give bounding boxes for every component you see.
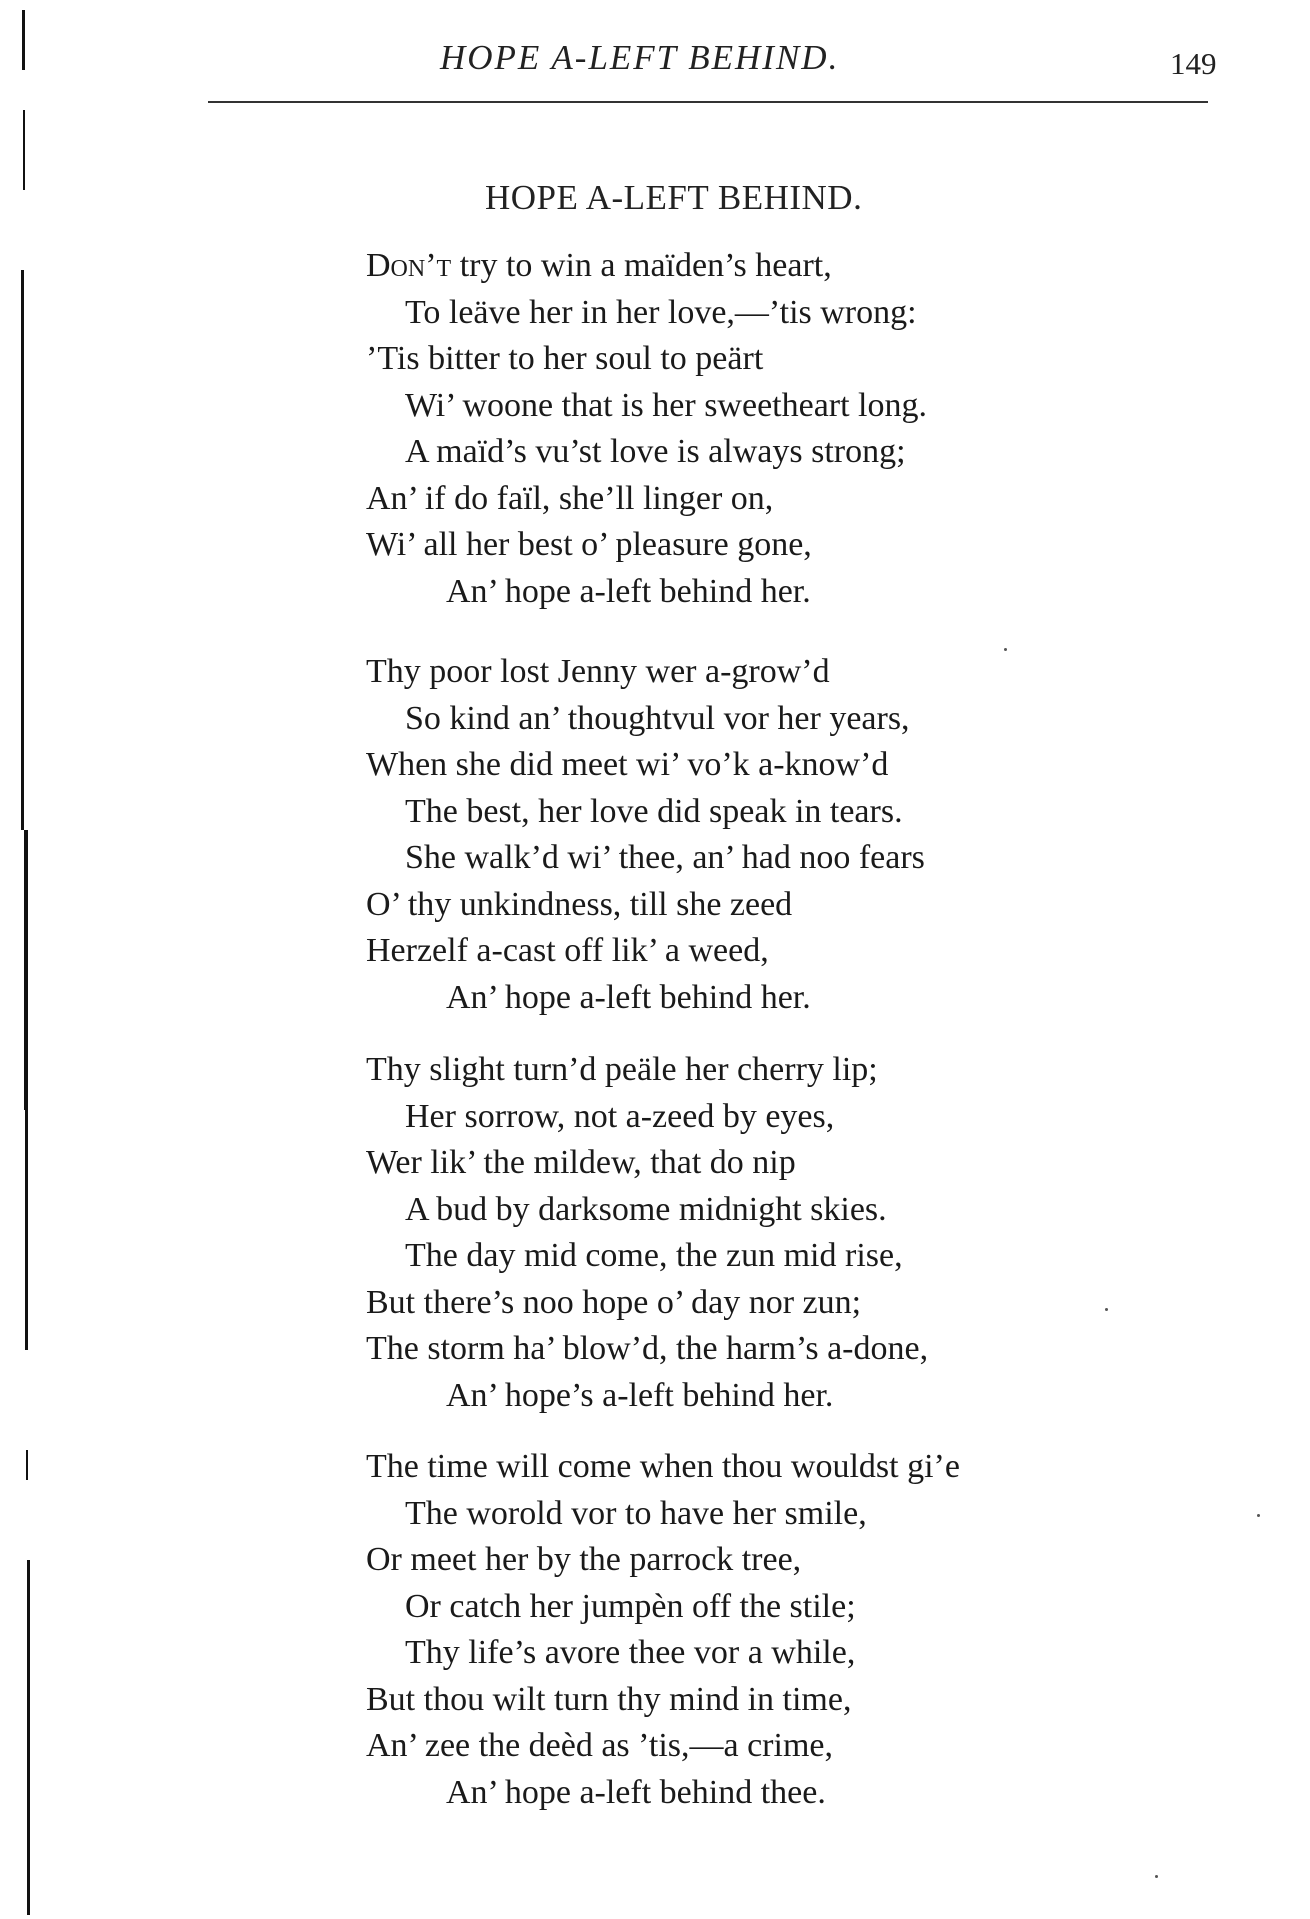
- scan-edge-mark: [25, 1110, 28, 1350]
- scan-edge-mark: [26, 1450, 28, 1480]
- scan-edge-mark: [27, 1560, 30, 1915]
- poem-line: A bud by darksome midnight skies.: [405, 1190, 887, 1228]
- scan-speck: [1155, 1875, 1158, 1878]
- poem-line: Wi’ woone that is her sweetheart long.: [405, 386, 928, 424]
- poem-line: The time will come when thou wouldst gi’e: [366, 1448, 960, 1485]
- poem-line: An’ hope a-left behind her.: [446, 572, 811, 610]
- poem-line: Or catch her jumpèn off the stile;: [405, 1587, 856, 1625]
- scan-edge-mark: [21, 270, 24, 830]
- poem-line: Herzelf a-cast off lik’ a weed,: [366, 932, 769, 969]
- poem-line: ’Tis bitter to her soul to peärt: [366, 340, 764, 377]
- poem-line: Or meet her by the parrock tree,: [366, 1541, 802, 1578]
- opening-word: Don’t: [366, 247, 452, 284]
- poem-line: An’ hope’s a-left behind her.: [446, 1376, 834, 1414]
- poem-line: The day mid come, the zun mid rise,: [405, 1237, 903, 1274]
- scan-edge-mark: [22, 10, 25, 70]
- poem-line: [366, 243, 1186, 290]
- poem-line: Thy poor lost Jenny wer a-grow’d: [366, 653, 830, 690]
- running-head: HOPE A-LEFT BEHIND.: [440, 38, 840, 77]
- poem-line: But there’s noo hope o’ day nor zun;: [366, 1283, 862, 1321]
- stanza-3: [366, 1047, 1186, 1419]
- poem-line-text: try to win a maïden’s heart,: [451, 247, 832, 284]
- poem-line: An’ zee the deèd as ’tis,—a crime,: [366, 1727, 833, 1764]
- scan-edge-mark: [24, 830, 28, 1110]
- poem-title: HOPE A-LEFT BEHIND.: [485, 178, 863, 217]
- poem-line: The storm ha’ blow’d, the harm’s a-done,: [366, 1330, 929, 1367]
- stanza-4: [366, 1444, 1186, 1816]
- poem-line: Her sorrow, not a-zeed by eyes,: [405, 1097, 835, 1135]
- poem-line: A maïd’s vu’st love is always strong;: [405, 433, 906, 470]
- poem-line: But thou wilt turn thy mind in time,: [366, 1680, 852, 1718]
- poem-line: An’ hope a-left behind her.: [446, 978, 811, 1016]
- poem-line: Thy life’s avore thee vor a while,: [405, 1634, 856, 1671]
- poem-line: Wi’ all her best o’ pleasure gone,: [366, 526, 812, 563]
- scan-speck: [1004, 648, 1007, 651]
- scan-speck: [1105, 1308, 1108, 1311]
- poem-line: An’ if do faïl, she’ll linger on,: [366, 479, 774, 517]
- header-rule: [208, 101, 1208, 103]
- poem-line: O’ thy unkindness, till she zeed: [366, 885, 793, 923]
- poem-line: Thy slight turn’d peäle her cherry lip;: [366, 1051, 878, 1088]
- stanza-1: [366, 243, 1186, 615]
- poem-line: The best, her love did speak in tears.: [405, 792, 903, 830]
- poem-line: Wer lik’ the mildew, that do nip: [366, 1144, 796, 1181]
- poem-line: An’ hope a-left behind thee.: [446, 1773, 826, 1811]
- stanza-2: [366, 649, 1186, 1021]
- poem-line: When she did meet wi’ vo’k a-know’d: [366, 746, 889, 783]
- poem-line: The worold vor to have her smile,: [405, 1494, 867, 1532]
- scan-edge-mark: [23, 110, 25, 190]
- poem-line: She walk’d wi’ thee, an’ had noo fears: [405, 839, 925, 876]
- page-number: 149: [1170, 46, 1217, 81]
- scan-speck: [1257, 1514, 1260, 1517]
- poem-line: So kind an’ thoughtvul vor her years,: [405, 699, 910, 737]
- poem-line: To leäve her in her love,—’tis wrong:: [405, 293, 917, 331]
